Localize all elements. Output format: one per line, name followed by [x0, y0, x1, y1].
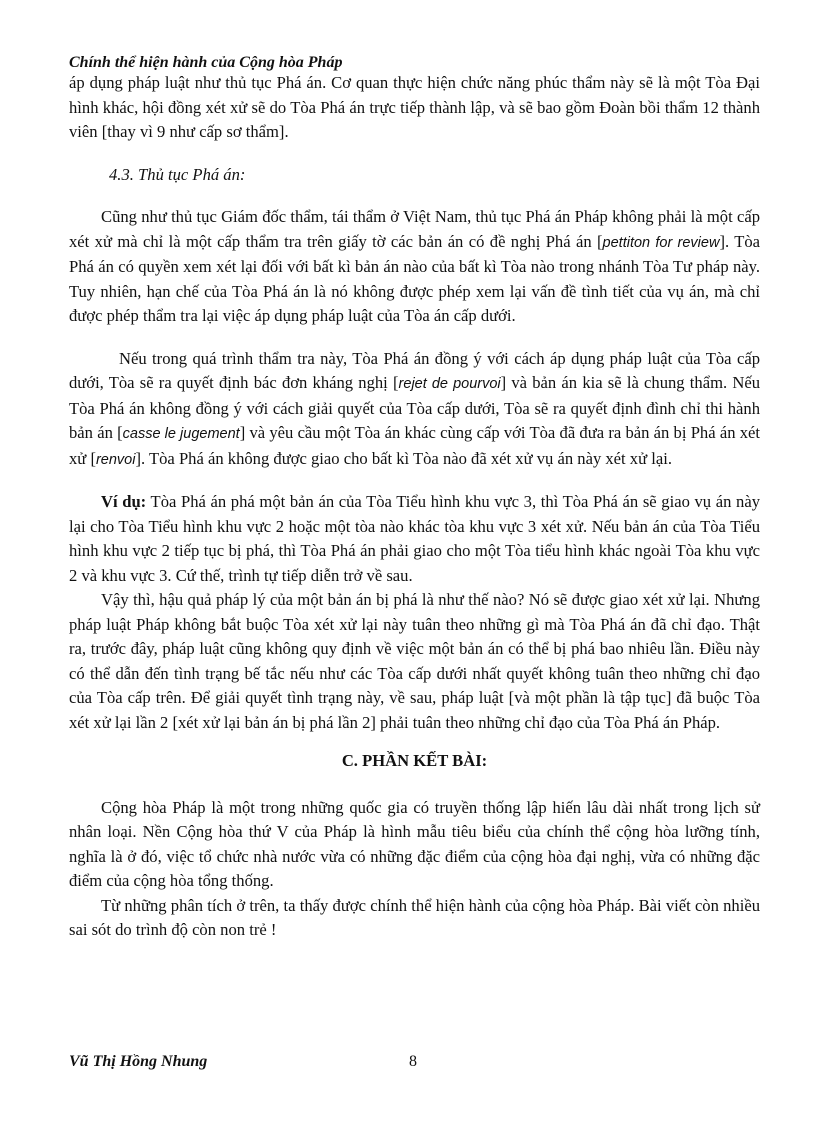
text-segment: Tòa Phá án phá một bản án của Tòa Tiểu hình khu vực 3, thì Tòa Phá án sẽ giao vụ án này lại cho Tòa Tiểu hình khu vực 2 hoặc một tòa nào khác tòa khu vực 3 xét xử. Nếu bản án của Tòa Tiểu hình khu vực 2 tiếp tục bị phá, thì Tòa Phá án phải giao cho một Tòa tiểu hình khác ngoài Tòa khu vực 2 và khu vực 3. Cứ thế, trình tự tiếp diễn trở về sau. — [69, 492, 760, 585]
text-segment: ] và yêu cầu một Tòa án khác cùng cấp với Tòa đã đưa ra bản án bị Phá án xét xử [ — [69, 423, 761, 468]
paragraph-legal-consequence: Vậy thì, hậu quả pháp lý của một bản án bị phá là như thế nào? Nó sẽ được giao xét xử lại. Nhưng pháp luật Pháp không bắt buộc Tòa xét xử lại này tuân theo những gì mà Tòa Phá án đã chỉ đạo. Thật ra, trước đây, pháp luật cũng không quy định về việc một bản án có thể bị phá bao nhiêu lần. Điều này có thể dẫn đến tình trạng bế tắc nếu như các Tòa cấp dưới nhất quyết không tuân theo những chỉ đạo của Tòa cấp trên. Để giải quyết tình trạng này, về sau, pháp luật [và một phần là tập tục] đã buộc Tòa xét xử lại lần 2 [xét xử lại bản án bị phá lần 2] phải tuân theo những chỉ đạo của Tòa Phá án Pháp. — [69, 590, 760, 732]
text-segment: Cũng như thủ tục Giám đốc thẩm, tái thẩm ở Việt Nam, thủ tục Phá án Pháp không phải là một cấp xét xử mà chỉ là một cấp thẩm tra trên giấy tờ các bản án có đề nghị Phá án [ — [69, 207, 760, 251]
running-header: Chính thể hiện hành của Cộng hòa Pháp — [69, 54, 343, 71]
text-segment: Nếu trong quá trình thẩm tra này, Tòa Phá án đồng ý với cách áp dụng pháp luật của Tòa cấp dưới, Tòa sẽ ra quyết định bác đơn kháng nghị [ — [69, 348, 760, 392]
paragraph-closing: Từ những phân tích ở trên, ta thấy được chính thể hiện hành của cộng hòa Pháp. Bài viết còn nhiều sai sót do trình độ còn non trẻ ! — [69, 895, 760, 939]
paragraph-review-outcome — [69, 347, 760, 473]
document-body — [69, 71, 760, 943]
foreign-term: rejet de pourvoi — [398, 376, 501, 392]
paragraph-cassation-procedure — [69, 205, 760, 329]
foreign-term: pettiton for review — [602, 234, 720, 251]
text-segment: ]. Tòa Phá án có quyền xem xét lại đối với bất kì bản án nào của bất kì Tòa nào trong nhánh Tòa Tư pháp này. Tuy nhiên, hạn chế của Tòa Phá án là nó không được phép xem lại vấn đề tình tiết của vụ án, mà chỉ được phép thẩm tra lại việc áp dụng pháp luật của Tòa án cấp dưới. — [69, 231, 760, 325]
paragraph-example — [69, 490, 760, 588]
paragraph-continuation: áp dụng pháp luật như thủ tục Phá án. Cơ quan thực hiện chức năng phúc thẩm này sẽ là một Tòa Đại hình khác, hội đồng xét xử sẽ do Tòa Phá án trực tiếp thành lập, và sẽ bao gồm Đoàn bồi thẩm 12 thành viên [thay vì 9 như cấp sơ thẩm]. — [69, 73, 760, 141]
footer-author: Vũ Thị Hồng Nhung — [69, 1053, 208, 1070]
text-segment: ] và bản án kia sẽ là chung thẩm. Nếu Tòa Phá án không đồng ý với cách giải quyết của Tòa cấp dưới, Tòa sẽ ra quyết định đình chỉ thi hành bản án [ — [69, 373, 760, 442]
section-heading-4-3: 4.3. Thủ tục Phá án: — [109, 164, 246, 184]
section-heading-conclusion: C. PHẦN KẾT BÀI: — [341, 751, 488, 770]
example-label: Ví dụ: — [101, 492, 147, 511]
text-segment: ]. Tòa Phá án không được giao cho bất kì Tòa nào đã xét xử vụ án này xét xử lại. — [135, 448, 672, 468]
paragraph-conclusion: Cộng hòa Pháp là một trong những quốc gia có truyền thống lập hiến lâu dài nhất trong lịch sử nhân loại. Nền Cộng hòa thứ V của Pháp là hình mẫu tiêu biểu của chính thể cộng hòa lưỡng tính, nghĩa là ở đó, việc tổ chức nhà nước vừa có những đặc điểm của cộng hòa đại nghị, vừa có những đặc điểm của cộng hòa tổng thống. — [69, 797, 760, 890]
foreign-term: renvoi — [95, 451, 136, 468]
page-number: 8 — [409, 1053, 417, 1070]
foreign-term: casse le jugement — [122, 426, 240, 442]
